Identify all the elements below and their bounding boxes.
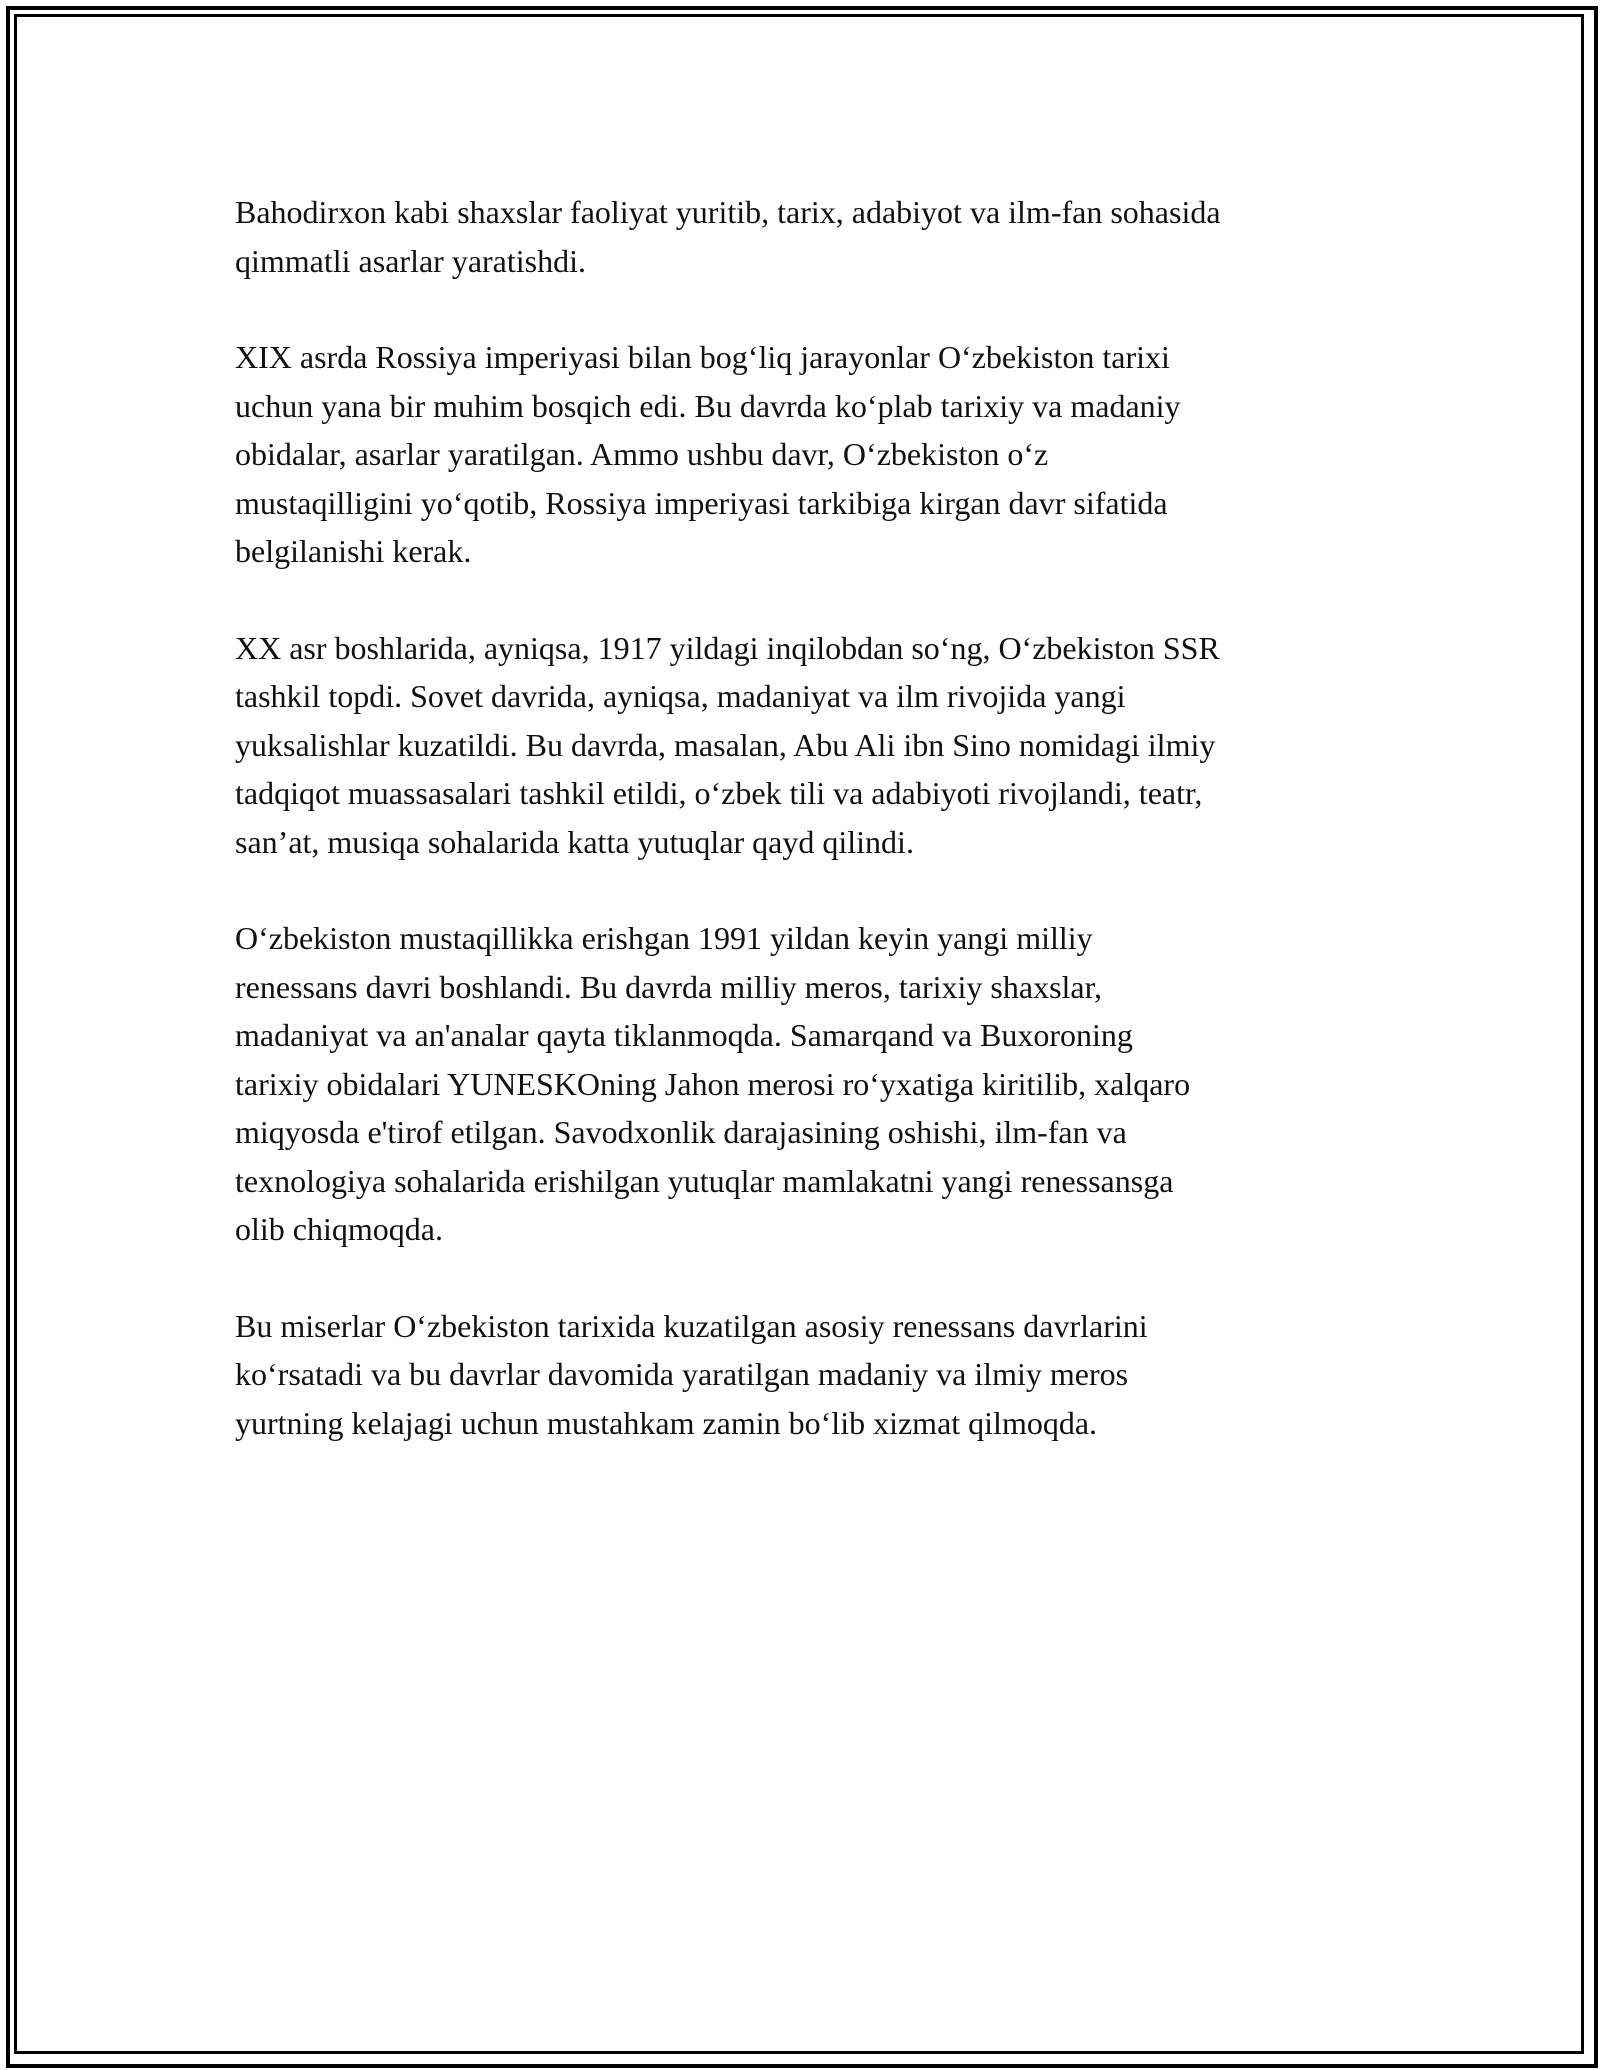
- document-body: [235, 188, 1375, 1495]
- paragraph-4: O‘zbekiston mustaqillikka erishgan 1991 yildan keyin yangi milliy renessans davri boshlandi. Bu davrda milliy meros, tarixiy shaxslar, madaniyat va an'analar qayta tiklanmoqda. Samarqand va Buxoroning tarixiy obidalari YUNESKOning Jahon merosi ro‘yxatiga kiritilib, xalqaro miqyosda e'tirof etilgan. Savodxonlik darajasining oshishi, ilm-fan va texnologiya sohalarida erishilgan yutuqlar mamlakatni yangi renessansga olib chiqmoqda.: [235, 920, 1191, 1247]
- paragraph-1: Bahodirxon kabi shaxslar faoliyat yuritib, tarix, adabiyot va ilm-fan sohasida qimmatli asarlar yaratishdi.: [235, 194, 1221, 279]
- paragraph-2: XIX asrda Rossiya imperiyasi bilan bog‘liq jarayonlar O‘zbekiston tarixi uchun yana bir muhim bosqich edi. Bu davrda ko‘plab tarixiy va madaniy obidalar, asarlar yaratilgan. Ammo ushbu davr, O‘zbekiston o‘z mustaqilligini yo‘qotib, Rossiya imperiyasi tarkibiga kirgan davr sifatida belgilanishi kerak.: [235, 339, 1181, 569]
- paragraph-5: Bu miserlar O‘zbekiston tarixida kuzatilgan asosiy renessans davrlarini ko‘rsatadi va bu davrlar davomida yaratilgan madaniy va ilmiy meros yurtning kelajagi uchun mustahkam zamin bo‘lib xizmat qilmoqda.: [235, 1307, 1148, 1441]
- paragraph-3: XX asr boshlarida, ayniqsa, 1917 yildagi inqilobdan so‘ng, O‘zbekiston SSR tashkil topdi. Sovet davrida, ayniqsa, madaniyat va ilm rivojida yangi yuksalishlar kuzatildi. Bu davrda, masalan, Abu Ali ibn Sino nomidagi ilmiy tadqiqot muassasalari tashkil etildi, o‘zbek tili va adabiyoti rivojlandi, teatr, san’at, musiqa sohalarida katta yutuqlar qayd qilindi.: [235, 629, 1220, 860]
